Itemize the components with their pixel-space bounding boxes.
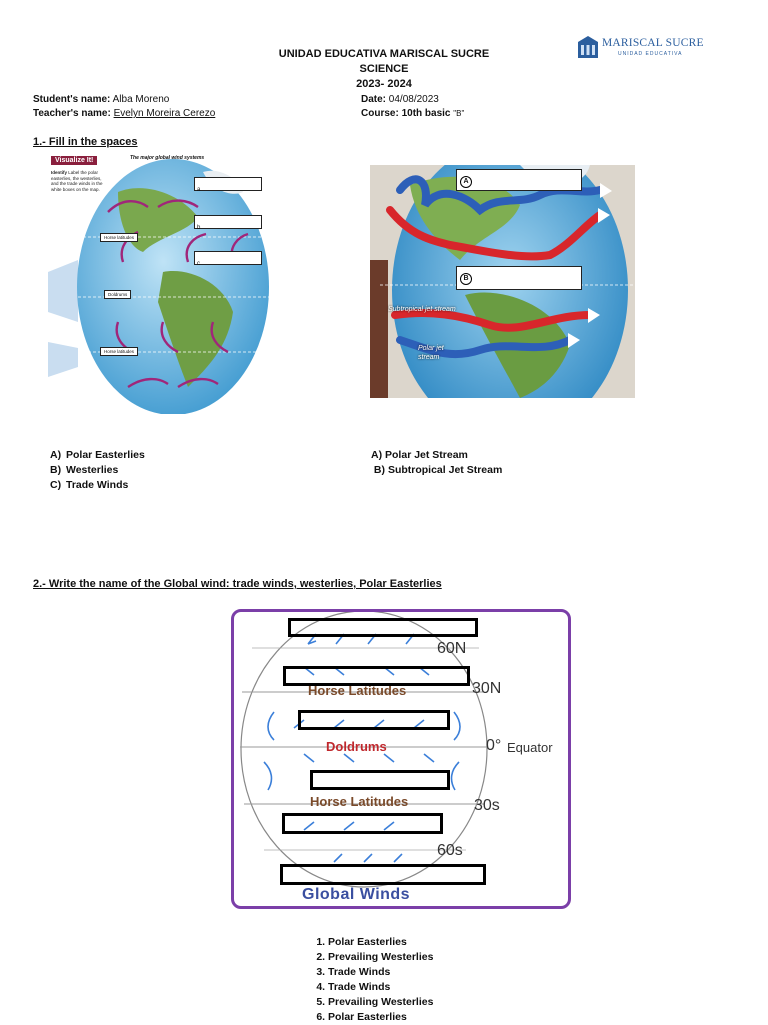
figure-caption: The major global wind systems (130, 155, 205, 161)
doldrums-label: Doldrums (326, 739, 387, 754)
course-section: "B" (453, 109, 465, 118)
answer-right-1: A) Polar Jet Stream (371, 449, 468, 461)
list-item: 4. Trade Winds (328, 980, 433, 995)
blank-box-3[interactable] (298, 710, 450, 730)
jet-stream-figure (370, 165, 635, 398)
lat-0: 0° (486, 737, 502, 754)
instructions (51, 170, 109, 192)
answer-left-2: B) Westerlies (50, 464, 119, 476)
tag-horse-latitudes-bottom: Horse latitudes (100, 347, 138, 356)
instructions-text: Label the polar easterlies, the westerlies, and the trade winds in the white boxes on the map. (51, 170, 103, 192)
tag-doldrums: Doldrums (104, 290, 131, 299)
list-item: 1. Polar Easterlies (328, 935, 433, 950)
blank-box-6[interactable] (280, 864, 486, 885)
subtropical-jet-label: Subtropical jet stream (388, 306, 456, 313)
section2-title: 2.- Write the name of the Global wind: trade winds, westerlies, Polar Easterlies (33, 578, 442, 590)
box-a-letter: a (197, 187, 201, 193)
answer-box-b[interactable] (194, 215, 262, 229)
tag-horse-latitudes-top: Horse latitudes (100, 233, 138, 242)
answer-left-1: A) Polar Easterlies (50, 449, 145, 461)
global-winds-circle (234, 612, 568, 906)
answers-left (50, 448, 145, 493)
teacher-name-value: Evelyn Moreira Cerezo (113, 108, 216, 119)
box-b-letter: b (197, 225, 201, 231)
horse-latitudes-top: Horse Latitudes (308, 683, 407, 698)
global-winds-figure (48, 152, 270, 414)
blank-box-1[interactable] (288, 618, 478, 637)
school-logo (576, 34, 704, 64)
date-row (361, 94, 439, 105)
school-year: 2023- 2024 (356, 78, 412, 90)
student-name-row (33, 94, 169, 105)
answer-box-B[interactable] (456, 266, 582, 290)
global-winds-footer: Global Winds (302, 886, 411, 903)
list-item: 5. Prevailing Westerlies (328, 995, 433, 1010)
answer-list (310, 935, 433, 1025)
visualize-panel (48, 152, 108, 202)
date-label: Date: (361, 94, 387, 105)
instructions-title: Identify (51, 170, 68, 175)
list-item: 3. Trade Winds (328, 965, 433, 980)
global-winds-diagram (231, 609, 571, 909)
lat-60s: 60s (437, 842, 463, 859)
answer-right-2: B) Subtropical Jet Stream (373, 464, 503, 476)
date-value: 04/08/2023 (388, 94, 439, 105)
course-label: Course: (361, 108, 399, 119)
box-A-letter: A (460, 176, 472, 188)
lat-30s: 30s (474, 797, 500, 814)
logo-text: MARISCAL SUCRE (602, 37, 704, 49)
answer-left-3: C) Trade Winds (50, 479, 129, 491)
answer-box-c[interactable] (194, 251, 262, 265)
subject-title: SCIENCE (359, 63, 409, 75)
list-item: 6. Polar Easterlies (328, 1010, 433, 1025)
logo-subtext: UNIDAD EDUCATIVA (618, 51, 683, 57)
answers-right (371, 448, 502, 478)
horse-latitudes-bottom: Horse Latitudes (310, 794, 409, 809)
teacher-name-row (33, 108, 215, 119)
answer-box-a[interactable] (194, 177, 262, 191)
school-name: UNIDAD EDUCATIVA MARISCAL SUCRE (278, 48, 490, 60)
student-name-label: Student's name: (33, 94, 111, 105)
blank-box-2[interactable] (283, 666, 470, 686)
answer-box-A[interactable] (456, 169, 582, 191)
blank-box-5[interactable] (282, 813, 443, 834)
box-c-letter: c (197, 261, 200, 267)
school-crest-icon (576, 34, 600, 60)
box-B-letter: B (460, 273, 472, 285)
visualize-badge: Visualize It! (51, 156, 97, 165)
lat-30n: 30N (472, 680, 502, 697)
course-row (361, 108, 464, 119)
section1-title: 1.- Fill in the spaces (33, 136, 138, 148)
teacher-name-label: Teacher's name: (33, 108, 111, 119)
course-value: 10th basic (401, 108, 451, 119)
blank-box-4[interactable] (310, 770, 450, 790)
polar-jet-label: Polar jet stream (418, 345, 444, 361)
student-name-value: Alba Moreno (112, 94, 170, 105)
equator-label: Equator (507, 740, 553, 755)
list-item: 2. Prevailing Westerlies (328, 950, 433, 965)
lat-60n: 60N (437, 640, 467, 657)
